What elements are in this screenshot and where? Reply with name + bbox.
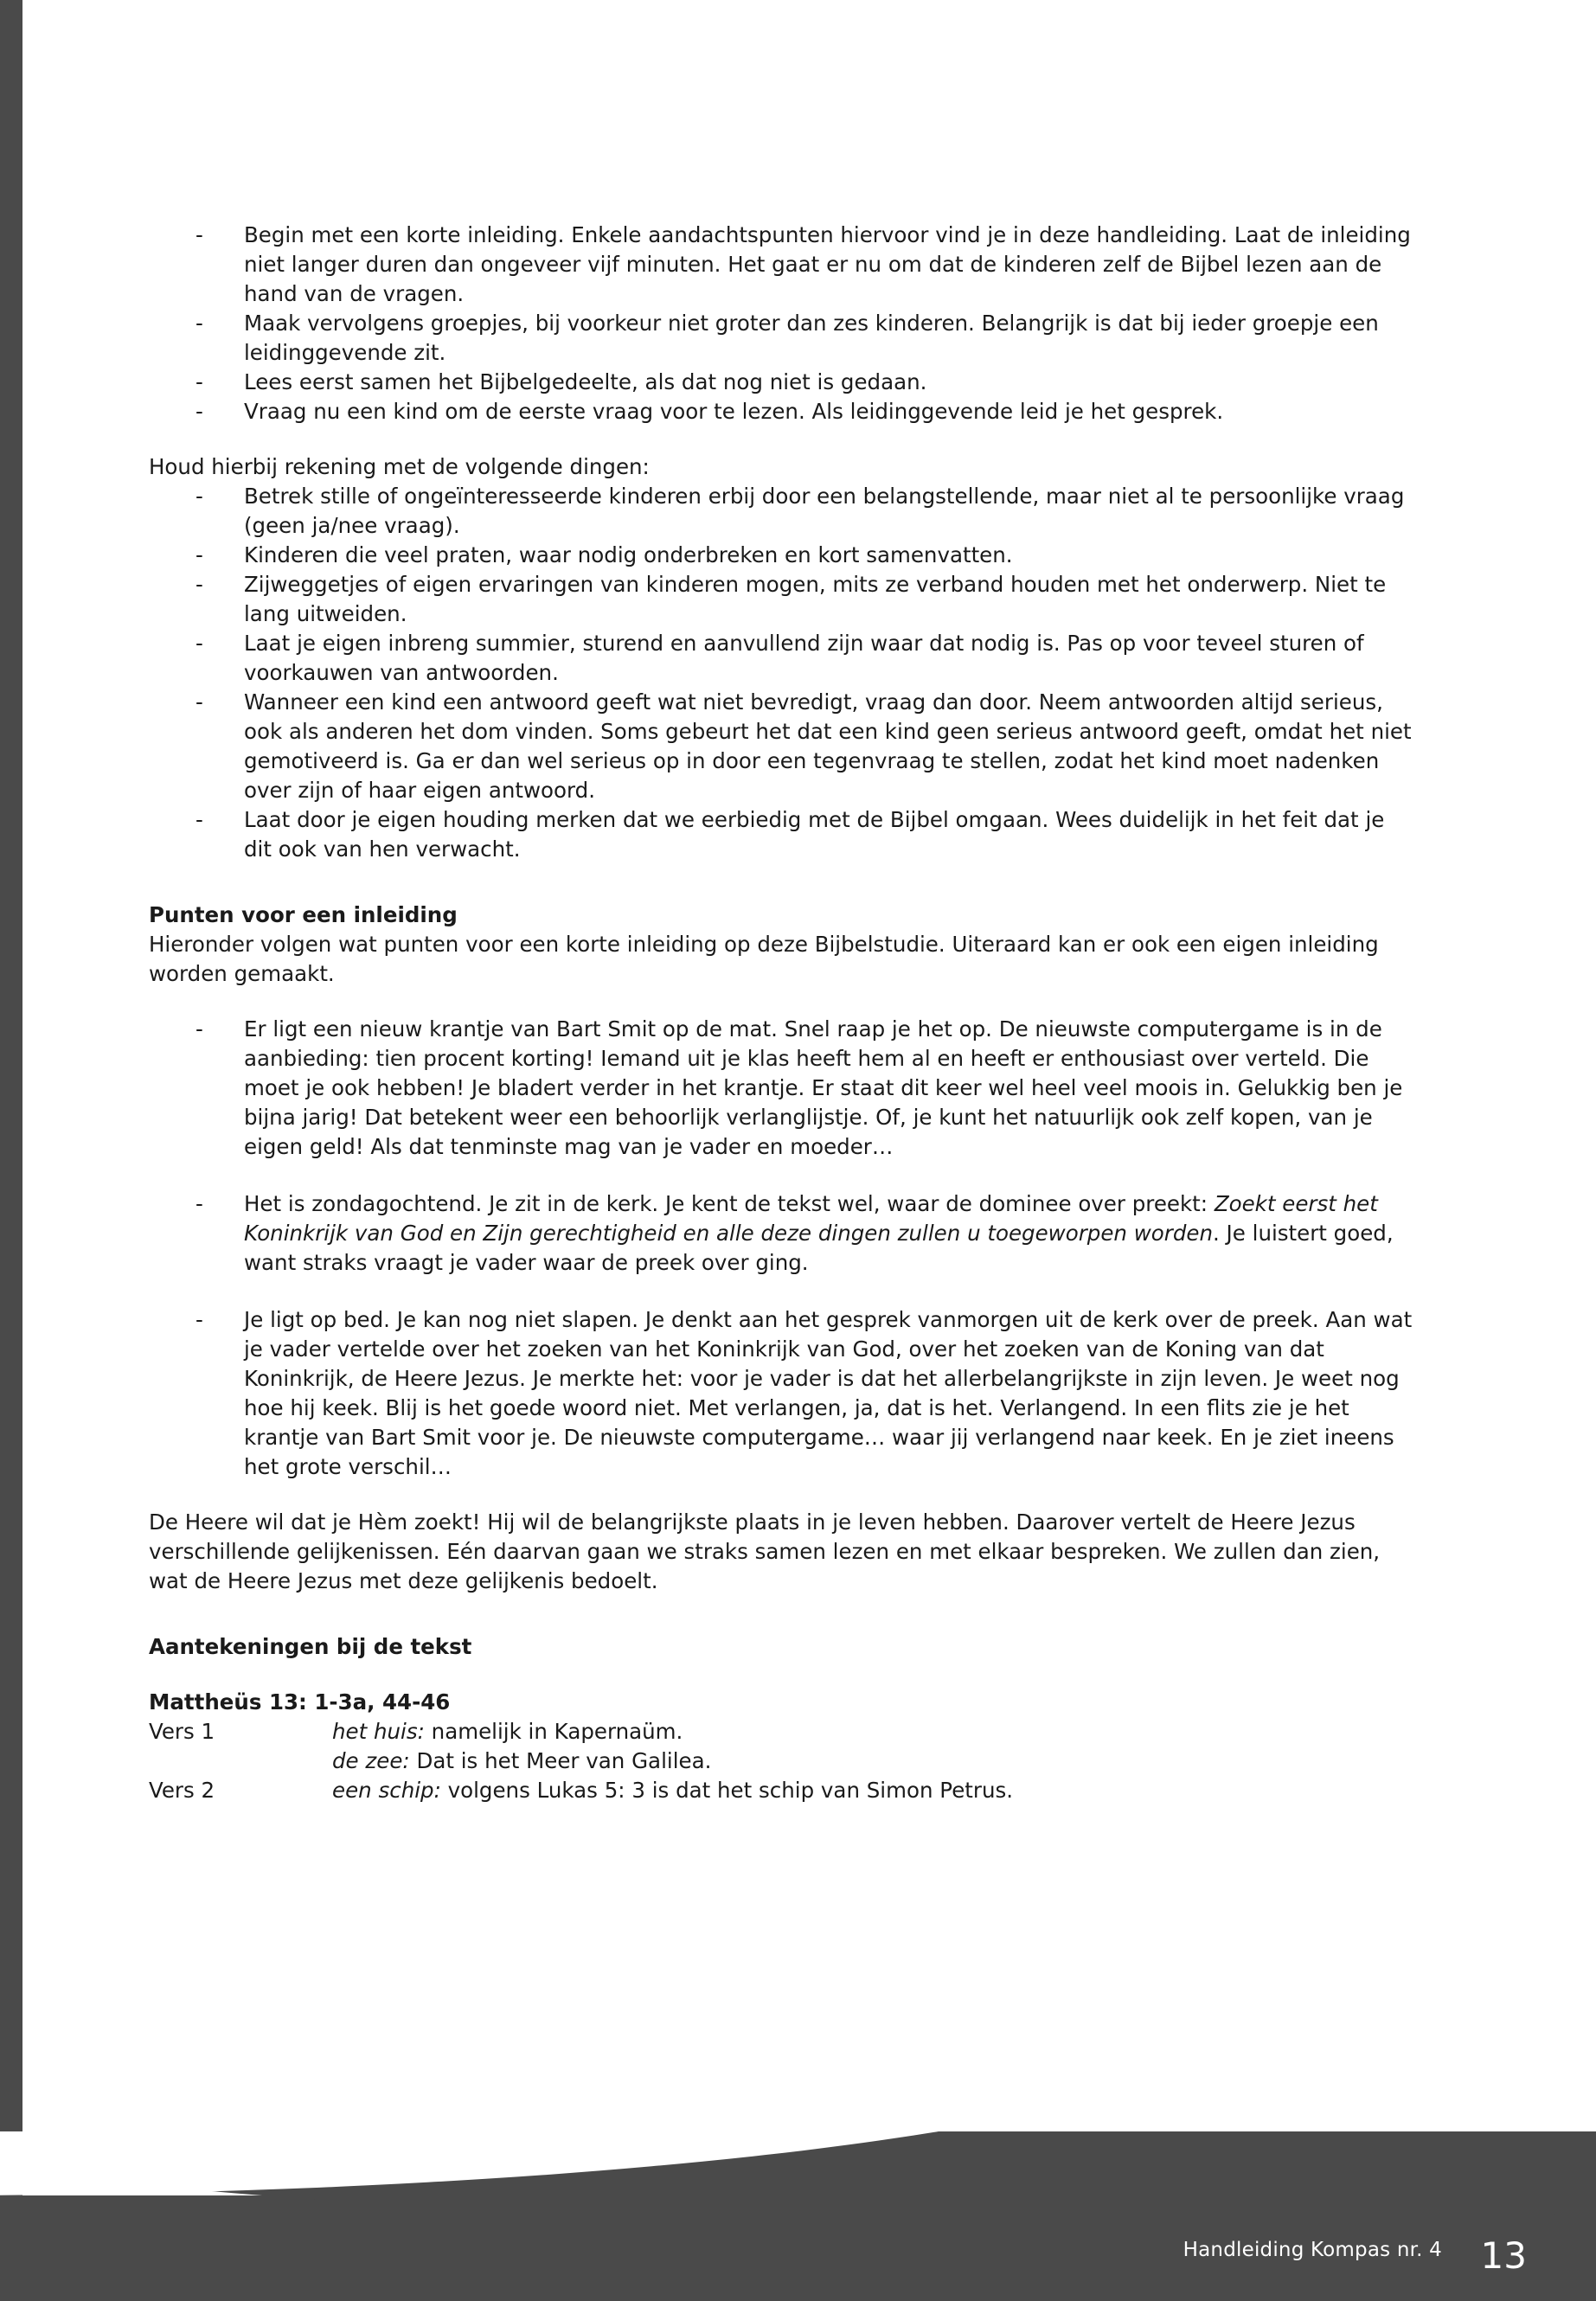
list-item xyxy=(149,570,1416,629)
table-row xyxy=(149,1776,1416,1805)
list-item-text: Laat door je eigen houding merken dat we eerbiedig met de Bijbel omgaan. Wees duidelijk in het feit dat je dit ook van hen verwacht. xyxy=(244,807,1385,862)
page-footer xyxy=(0,2131,1596,2301)
punten-list xyxy=(149,1015,1416,1482)
page-number: 13 xyxy=(1480,2234,1527,2277)
list-item-text: Zijweggetjes of eigen ervaringen van kinderen mogen, mits ze verband houden met het onderwerp. Niet te lang uitweiden. xyxy=(244,572,1387,626)
dash-marker: - xyxy=(195,369,203,394)
list-item-text: Kinderen die veel praten, waar nodig onderbreken en kort samenvatten. xyxy=(244,542,1013,567)
intro-instruction-list xyxy=(149,221,1416,426)
dash-marker: - xyxy=(195,631,203,656)
dash-marker: - xyxy=(195,1307,203,1332)
verse-note xyxy=(332,1747,1416,1776)
footer-title: Handleiding Kompas nr. 4 xyxy=(1183,2239,1442,2261)
document-content xyxy=(149,221,1416,1805)
dash-marker: - xyxy=(195,542,203,567)
list-item xyxy=(149,1305,1416,1482)
verse-term: een schip: xyxy=(332,1778,441,1803)
verse-text: volgens Lukas 5: 3 is dat het schip van Simon Petrus. xyxy=(440,1778,1014,1803)
list-item-text: Laat je eigen inbreng summier, sturend en aanvullend zijn waar dat nodig is. Pas op voor teveel sturen of voorkauwen van antwoorden. xyxy=(244,631,1364,685)
section-heading-punten: Punten voor een inleiding xyxy=(149,902,458,927)
rekening-intro-paragraph: Houd hierbij rekening met de volgende dingen: xyxy=(149,454,650,479)
list-item xyxy=(149,541,1416,570)
list-item-text: Je ligt op bed. Je kan nog niet slapen. Je denkt aan het gesprek vanmorgen uit de kerk over de preek. Aan wat je vader vertelde over het zoeken van het Koninkrijk van God, over het zoeken van de Koning van dat Koninkrijk, de Heere Jezus. Je merkte het: voor je vader is dat het allerbelangrijkste in zijn leven. Je weet nog hoe hij keek. Blij is het goede woord niet. Met verlangen, ja, dat is het. Verlangend. In een flits zie je het krantje van Bart Smit voor je. De nieuwste computergame… waar jij verlangend naar keek. En je ziet ineens het grote verschil… xyxy=(244,1307,1413,1479)
list-item-text-pre: Het is zondagochtend. Je zit in de kerk. Je kent de tekst wel, waar de dominee over preekt: xyxy=(244,1191,1215,1216)
list-item-text-post: . Je luistert goed, want straks vraagt je vader waar de preek over ging. xyxy=(244,1221,1394,1275)
dash-marker: - xyxy=(195,1016,203,1042)
list-item xyxy=(149,368,1416,397)
list-item-text: Lees eerst samen het Bijbelgedeelte, als dat nog niet is gedaan. xyxy=(244,369,927,394)
verse-note xyxy=(332,1717,1416,1747)
list-item xyxy=(149,482,1416,541)
list-item xyxy=(149,805,1416,864)
list-item xyxy=(149,1189,1416,1278)
list-item xyxy=(149,629,1416,688)
list-item xyxy=(149,688,1416,805)
verse-note xyxy=(332,1776,1416,1805)
table-row xyxy=(149,1717,1416,1747)
dash-marker: - xyxy=(195,689,203,715)
table-row xyxy=(149,1747,1416,1776)
dash-marker: - xyxy=(195,572,203,597)
verse-term: de zee: xyxy=(332,1748,410,1773)
list-item xyxy=(149,397,1416,426)
rekening-list xyxy=(149,482,1416,864)
list-item-text: Begin met een korte inleiding. Enkele aandachtspunten hiervoor vind je in deze handleiding. Laat de inleiding niet langer duren dan ongeveer vijf minuten. Het gaat er nu om dat de kinderen zelf de Bijbel lezen aan de hand van de vragen. xyxy=(244,222,1411,306)
scripture-quote: Zoekt eerst het Koninkrijk van God en Zijn gerechtigheid en alle deze dingen zullen u toegeworpen worden xyxy=(244,1191,1378,1246)
dash-marker: - xyxy=(195,399,203,424)
list-item xyxy=(149,1015,1416,1162)
list-item xyxy=(149,309,1416,368)
dash-marker: - xyxy=(195,484,203,509)
dash-marker: - xyxy=(195,1191,203,1216)
verse-label: Vers 1 xyxy=(149,1719,215,1744)
section-heading-aantekeningen: Aantekeningen bij de tekst xyxy=(149,1634,472,1659)
left-edge-band xyxy=(0,0,22,2301)
dash-marker: - xyxy=(195,807,203,832)
list-item-text: Vraag nu een kind om de eerste vraag voor te lezen. Als leidinggevende leid je het gesprek. xyxy=(244,399,1224,424)
list-item-text: Wanneer een kind een antwoord geeft wat niet bevredigt, vraag dan door. Neem antwoorden altijd serieus, ook als anderen het dom vinden. Soms gebeurt het dat een kind geen serieus antwoord geeft, omdat het niet gemotiveerd is. Ga er dan wel serieus op in door een tegenvraag te stellen, zodat het kind moet nadenken over zijn of haar eigen antwoord. xyxy=(244,689,1412,803)
closing-paragraph: De Heere wil dat je Hèm zoekt! Hij wil de belangrijkste plaats in je leven hebben. Daarover vertelt de Heere Jezus verschillende gelijkenissen. Eén daarvan gaan we straks samen lezen en met elkaar bespreken. We zullen dan zien, wat de Heere Jezus met deze gelijkenis bedoelt. xyxy=(149,1509,1381,1593)
verse-term: het huis: xyxy=(332,1719,425,1744)
verse-text: Dat is het Meer van Galilea. xyxy=(409,1748,712,1773)
verse-notes-table xyxy=(149,1717,1416,1805)
verse-label: Vers 2 xyxy=(149,1778,215,1803)
dash-marker: - xyxy=(195,311,203,336)
punten-intro-paragraph: Hieronder volgen wat punten voor een korte inleiding op deze Bijbelstudie. Uiteraard kan er ook een eigen inleiding worden gemaakt. xyxy=(149,932,1379,986)
list-item-text: Er ligt een nieuw krantje van Bart Smit op de mat. Snel raap je het op. De nieuwste computergame is in de aanbieding: tien procent korting! Iemand uit je klas heeft hem al en heeft er enthousiast over verteld. Die moet je ook hebben! Je bladert verder in het krantje. Er staat dit keer wel heel veel moois in. Gelukkig ben je bijna jarig! Dat betekent weer een behoorlijk verlanglijstje. Of, je kunt het natuurlijk ook zelf kopen, van je eigen geld! Als dat tenminste mag van je vader en moeder… xyxy=(244,1016,1403,1159)
dash-marker: - xyxy=(195,222,203,247)
verse-text: namelijk in Kapernaüm. xyxy=(424,1719,683,1744)
list-item-text: Betrek stille of ongeïnteresseerde kinderen erbij door een belangstellende, maar niet al te persoonlijke vraag (geen ja/nee vraag). xyxy=(244,484,1405,538)
scripture-reference-heading: Mattheüs 13: 1-3a, 44-46 xyxy=(149,1689,451,1715)
list-item xyxy=(149,221,1416,309)
verse-label xyxy=(149,1747,332,1776)
list-item-text: Maak vervolgens groepjes, bij voorkeur niet groter dan zes kinderen. Belangrijk is dat bij ieder groepje een leidinggevende zit. xyxy=(244,311,1379,365)
